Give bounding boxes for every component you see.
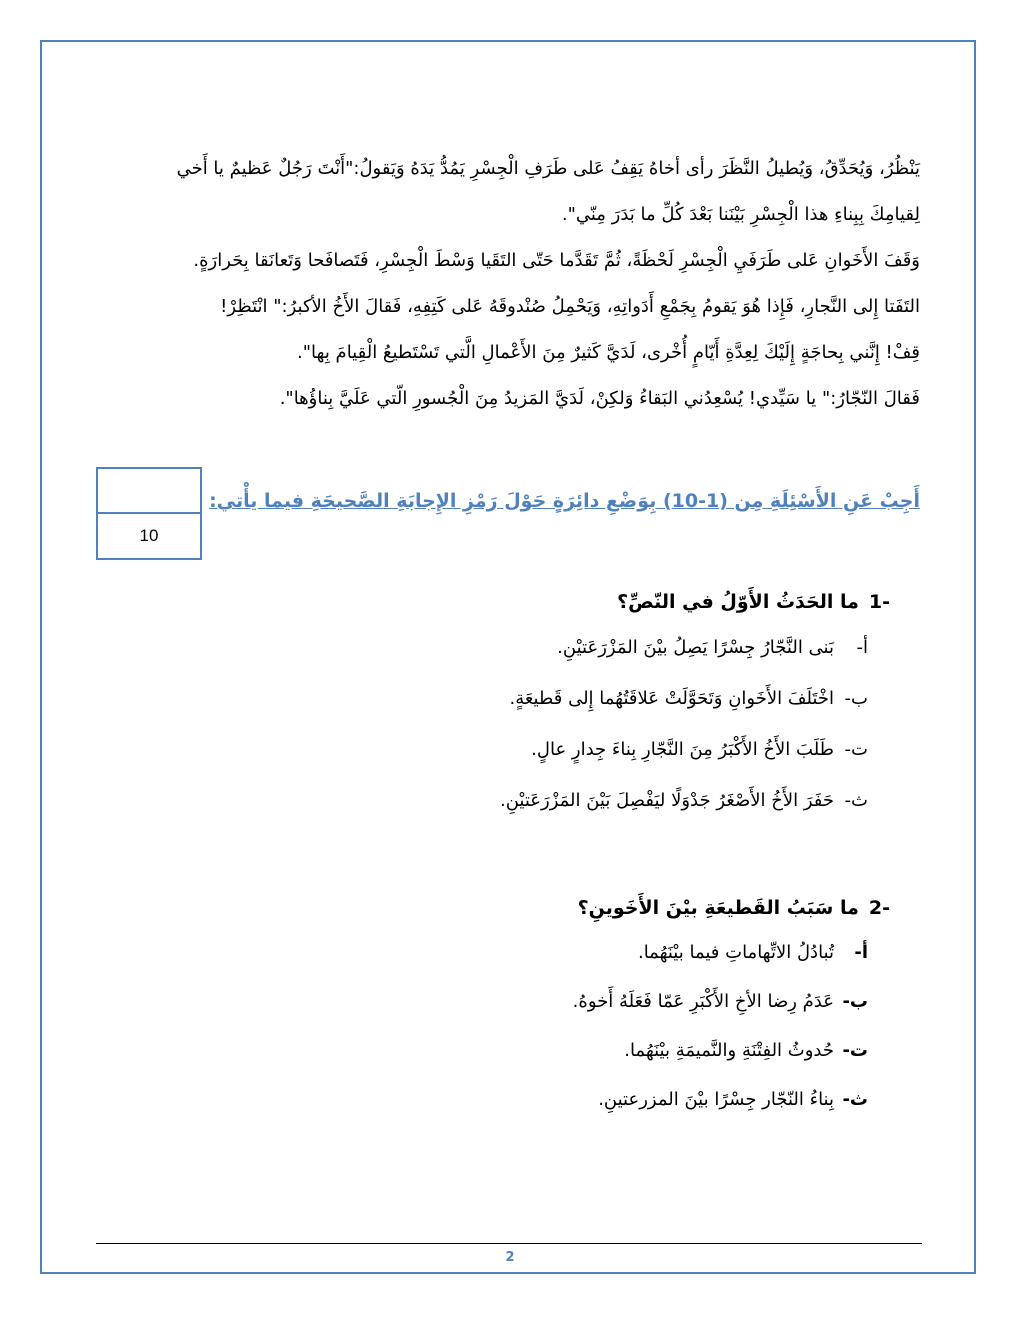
option-letter: ت-: [844, 739, 868, 760]
option-letter: أ-: [856, 637, 868, 658]
option-letter: ب-: [844, 688, 868, 709]
option-text: بِناءُ النّجّار جِسْرًا بيْنَ المزرعتينِ.: [598, 1089, 834, 1110]
score-earned-cell: [98, 469, 200, 514]
answer-option[interactable]: [200, 775, 868, 826]
option-letter: أ-: [854, 942, 868, 963]
option-letter: ث-: [844, 790, 868, 811]
option-letter: ث-: [842, 1089, 868, 1110]
story-line: التَفَتا إِلى النَّجارِ، فَإِذا هُوَ يَقومُ بِجَمْعِ أَدَواتِهِ، وَيَحْمِلُ صُنْدوقَهُ عَلى كَتِفِهِ، فَقالَ الأَخُ الأكبرُ:" انْتَظِرْ!: [220, 296, 920, 317]
story-line: يَنْظُرُ، وَيُحَدِّقُ، وَيُطيلُ النَّظَرَ رأى أخاهُ يَقِفُ عَلى طَرَفِ الْجِسْرِ يَمُدُّ يَدَهُ وَيَقولُ:"أَنْتَ رَجُلٌ عَظيمٌ يا أَخي: [176, 158, 920, 179]
score-total-cell: 10: [139, 526, 159, 545]
story-line: قِفْ! إِنَّني بِحاجَةٍ إِلَيْكَ لِعِدَّةِ أَيّامٍ أُخْرى، لَدَيَّ كَثيرٌ مِنَ الأَعْمالِ الَّتي تَسْتَطيعُ الْقِيامَ بِها".: [297, 342, 920, 363]
answer-option[interactable]: [200, 977, 868, 1026]
option-text: بَنى النَّجّارُ جِسْرًا يَصِلُ بيْنَ المَزْرَعَتيْنِ.: [557, 637, 834, 658]
story-line: لِقيامِكَ بِبِناءِ هذا الْجِسْرِ بَيْنَنا بَعْدَ كُلِّ ما بَدَرَ مِنّي".: [561, 204, 920, 225]
answer-option[interactable]: [200, 622, 868, 673]
answer-option[interactable]: [200, 928, 868, 977]
footer-divider: [96, 1243, 922, 1244]
question-title: [200, 582, 890, 622]
section-instruction: أَجِبْ عَنِ الأَسْئِلَةِ مِن (1-10) بِوَضْعِ دائِرَةٍ حَوْلَ رَمْزِ الإِجابَةِ الصَّحيحَةِ فيما يأْتي:: [209, 490, 920, 512]
page-number: 2: [505, 1250, 515, 1265]
answer-option[interactable]: [200, 1026, 868, 1075]
option-text: حُدوثُ الفِتْنَةِ والنَّميمَةِ بيْنَهُما.: [624, 1040, 834, 1061]
answer-option[interactable]: [200, 724, 868, 775]
question-2: [200, 888, 890, 1124]
question-1: [200, 582, 890, 826]
question-number: -2: [868, 897, 890, 919]
story-line: فَقالَ النّجّارُ:" يا سَيِّدي! يُسْعِدُني البَقاءُ وَلكِنْ، لَدَيَّ المَزيدُ مِنَ الْجُسورِ الّتي عَلَيَّ بِناؤُها".: [279, 388, 920, 409]
option-text: عَدَمُ رِضا الأخِ الأَكْبَرِ عَمّا فَعَلَهُ أَخوهُ.: [572, 991, 834, 1012]
option-letter: ت-: [842, 1040, 868, 1061]
option-text: طَلَبَ الأَخُ الأَكْبَرُ مِنَ النَّجّارِ بِناءَ جِدارٍ عالٍ.: [531, 739, 834, 760]
answer-option[interactable]: [200, 1075, 868, 1124]
question-number: -1: [868, 591, 890, 613]
option-text: حَفَرَ الأَخُ الأَصْغَرُ جَدْوَلًا ليَفْصِلَ بَيْنَ المَزْرَعَتيْنِ.: [499, 790, 834, 811]
option-text: اخْتَلَفَ الأَخَوانِ وَتَحَوَّلَتْ عَلاقَتُهُما إِلى قَطيعَةٍ.: [509, 688, 834, 709]
score-box: [96, 467, 202, 560]
question-text: ما الحَدَثُ الأَوّلُ في النّصِّ؟: [617, 591, 859, 613]
answer-option[interactable]: [200, 673, 868, 724]
story-line: وَقَفَ الأَخَوانِ عَلى طَرَفَيِ الْجِسْرِ لَحْظَةً، ثُمَّ تَقَدَّما حَتّى التَقَيا وَسْطَ الْجِسْرِ، فَتَصافَحا وَتَعانَقا بِحَرارَةٍ.: [193, 250, 920, 271]
option-text: تُبادُلُ الاتِّهاماتِ فيما بيْنَهُما.: [637, 942, 834, 963]
question-text: ما سَبَبُ القَطيعَةِ بيْنَ الأَخَوينِ؟: [577, 897, 859, 919]
question-title: [200, 888, 890, 928]
option-letter: ب-: [842, 991, 868, 1012]
story-passage: [100, 146, 920, 422]
